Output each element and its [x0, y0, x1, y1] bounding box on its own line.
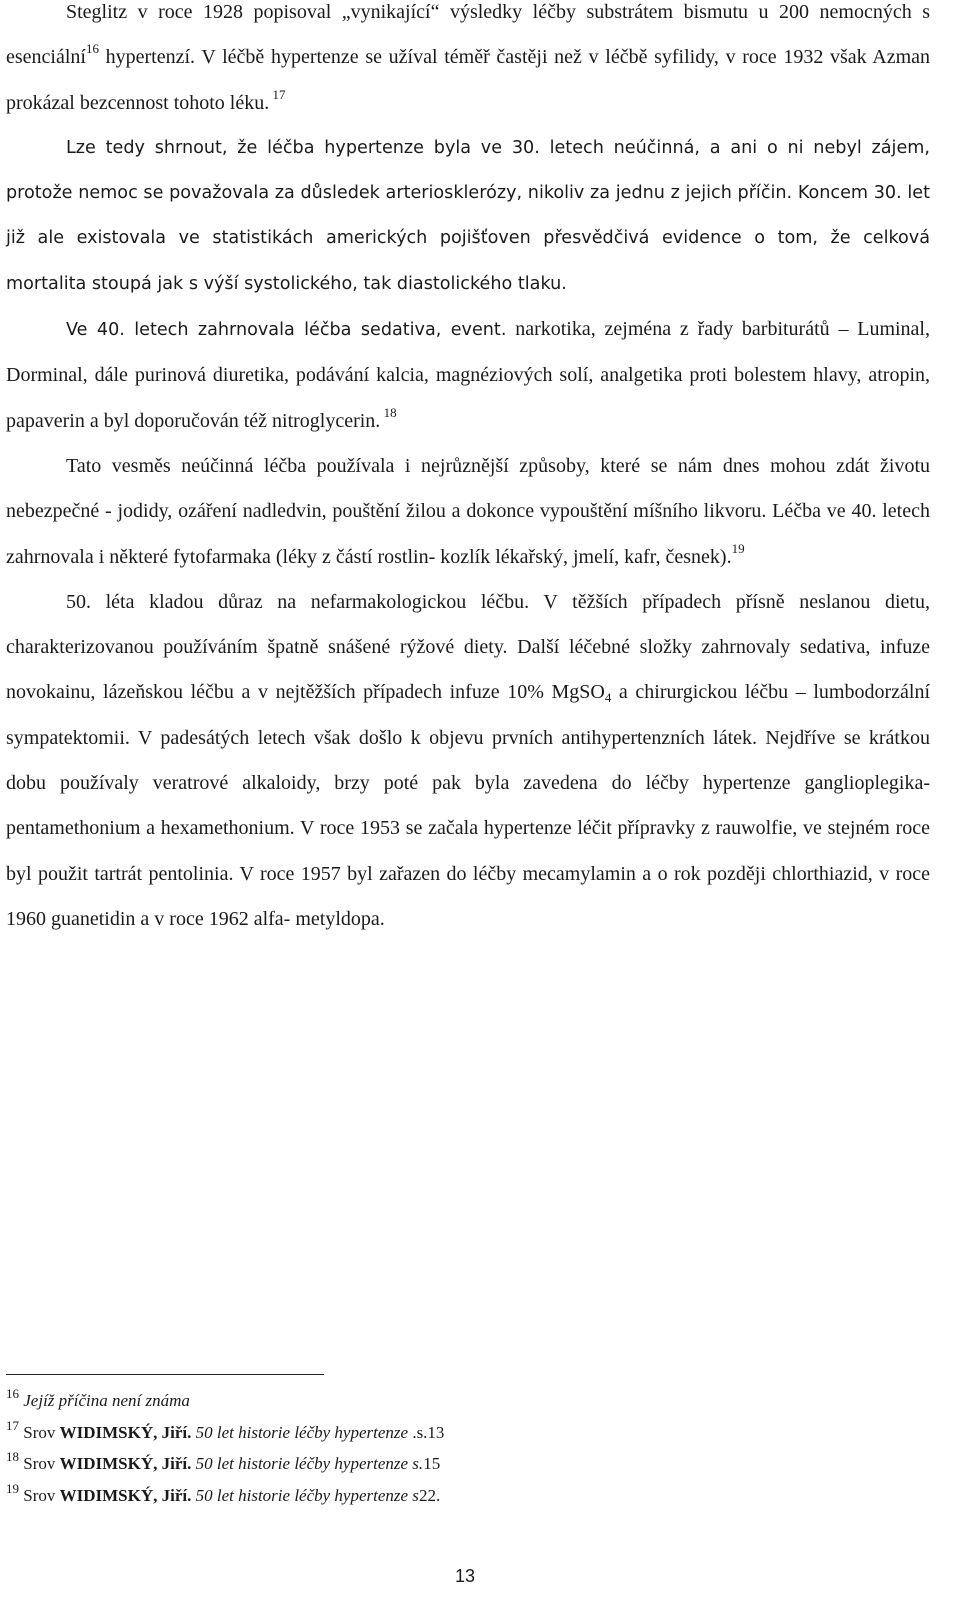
subscript-4: 4: [604, 690, 612, 706]
footnote-author: WIDIMSKÝ, Jiří.: [59, 1422, 192, 1442]
paragraph-5-text-b: a chirurgickou léčbu – lumbodorzální sympatektomii. V padesátých letech však došlo k objevu prvních antihypertenzních látek. Nejdříve se krátkou dobu používaly veratrové alkaloidy, brzy poté pak byla zavedena do léčby hypertenze ganglioplegika- pentamethonium a hexamethonium. V roce 1953 se začala hypertenze léčit přípravky z rauwolfie, ve stejném roce byl použit tartrát pentolinia. V roce 1957 byl zařazen do léčby mecamylamin a o rok později chlorthiazid, v roce 1960 guanetidin a v roce 1962 alfa- metyldopa.: [6, 681, 931, 930]
paragraph-3-text-sans: Ve 40. letech zahrnovala léčba sedativa, event.: [66, 320, 507, 341]
footnote-prefix: Srov: [23, 1454, 60, 1473]
footnote-title: Jejíž příčina není známa: [23, 1391, 190, 1410]
paragraph-5: [6, 580, 930, 942]
footnote-18: [6, 1448, 906, 1480]
footnote-prefix: Srov: [23, 1485, 60, 1505]
paragraph-2: [6, 126, 930, 307]
footnote-separator: [6, 1374, 324, 1375]
footnote-ref-19[interactable]: 19: [731, 540, 745, 556]
footnote-ref-17[interactable]: 17: [269, 86, 286, 102]
footnote-16: [6, 1385, 906, 1417]
main-text: [6, 0, 930, 942]
footnote-suffix: 15: [423, 1454, 441, 1473]
paragraph-4: [6, 444, 930, 580]
paragraph-1-text-a: Steglitz v roce 1928 popisoval „vynikající“ výsledky léčby substrátem bismutu u 200 nemocných s esenciální: [6, 1, 930, 69]
paragraph-3: [6, 307, 930, 444]
footnote-ref-16[interactable]: 16: [85, 41, 99, 57]
footnote-title: 50 let historie léčby hypertenze s: [191, 1485, 419, 1505]
paragraph-4-text: Tato vesměs neúčinná léčba používala i nejrůznější způsoby, které se nám dnes mohou zdát životu nebezpečné - jodidy, ozáření nadledvin, pouštění žilou a dokonce vypouštění míšního likvoru. Léčba ve 40. letech zahrnovala i některé fytofarmaka (léky z částí rostlin- kozlík lékařský, jmelí, kafr, česnek).: [6, 454, 930, 568]
footnote-number: 19: [6, 1480, 19, 1496]
footnote-19: [6, 1480, 906, 1512]
footnote-number: 16: [6, 1386, 19, 1401]
paragraph-2-text: Lze tedy shrnout, že léčba hypertenze byla ve 30. letech neúčinná, a ani o ni nebyl zájem, protože nemoc se považovala za důsledek arteriosklerózy, nikoliv za jednu z jejich příčin. Koncem 30. let již ale existovala ve statistikách amerických pojišťoven přesvědčivá evidence o tom, že celková mortalita stoupá jak s výší systolického, tak diastolického tlaku.: [6, 137, 930, 294]
footnote-number: 17: [6, 1417, 19, 1433]
footnote-author: WIDIMSKÝ, Jiří.: [59, 1485, 192, 1505]
footnote-suffix: .s.13: [408, 1422, 445, 1442]
paragraph-3-text-serif: narkotika, zejména z řady barbiturátů – Luminal, Dorminal, dále purinová diuretika, podávání kalcia, magnéziových solí, analgetika proti bolestem hlavy, atropin, papaverin a byl doporučován též nitroglycerin.: [6, 318, 930, 432]
footnote-suffix: 22.: [418, 1485, 441, 1505]
footnote-title: 50 let historie léčby hypertenze: [191, 1422, 409, 1442]
paragraph-1-text-b: hypertenzí. V léčbě hypertenze se užíval téměř častěji než v léčbě syfilidy, v roce 1932 však Azman prokázal bezcennost tohoto léku.: [6, 46, 930, 114]
footnote-number: 18: [6, 1449, 19, 1464]
footnotes: [6, 1385, 906, 1511]
page-number: 13: [454, 1566, 476, 1586]
footnote-author: WIDIMSKÝ, Jiří.: [59, 1454, 192, 1473]
paragraph-5-text-a: 50. léta kladou důraz na nefarmakologickou léčbu. V těžších případech přísně neslanou dietu, charakterizovanou používáním špatně snášené rýžové diety. Další léčebné složky zahrnovaly sedativa, infuze novokainu, lázeňskou léčbu a v nejtěžších případech infuze 10% MgSO: [6, 590, 930, 704]
footnote-title: 50 let historie léčby hypertenze s.: [191, 1454, 424, 1473]
footnote-17: [6, 1417, 906, 1449]
footnote-prefix: Srov: [23, 1422, 60, 1442]
paragraph-1: [6, 0, 930, 126]
footnote-ref-18[interactable]: 18: [380, 404, 397, 420]
